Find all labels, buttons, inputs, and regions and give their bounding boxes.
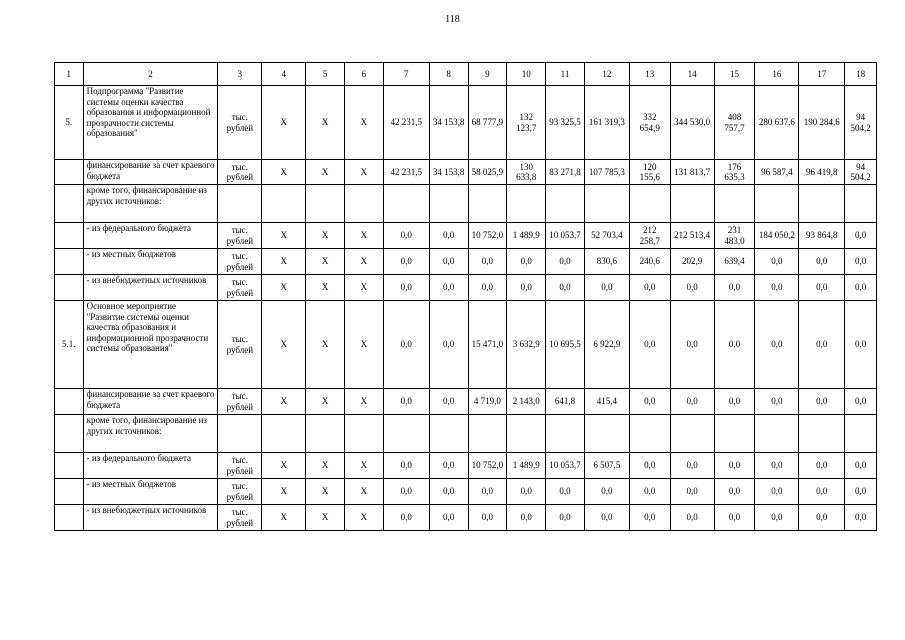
value-cell [306,185,345,223]
value-cell: 0,0 [629,275,670,301]
value-cell: 1 489,9 [507,223,546,249]
row-name-cell: - из местных бюджетов [83,249,218,275]
value-cell: 6 507,5 [584,453,629,479]
value-cell [507,415,546,453]
table-row [55,160,877,185]
row-number-cell [55,453,84,479]
value-cell [629,185,670,223]
row-number-cell: 5. [55,86,84,160]
table-row [55,301,877,389]
value-cell [344,185,383,223]
value-cell [429,415,468,453]
value-cell: 0,0 [755,479,799,505]
value-cell: 639,4 [714,249,755,275]
value-cell [584,185,629,223]
header-cell: 7 [383,63,429,86]
value-cell: 0,0 [429,301,468,389]
value-cell: X [262,301,306,389]
header-cell: 11 [546,63,585,86]
value-cell: 332 654,9 [629,86,670,160]
value-cell: 0,0 [845,505,877,531]
value-cell: 0,0 [845,275,877,301]
header-cell: 14 [670,63,714,86]
value-cell: 34 153,8 [429,86,468,160]
value-cell: 0,0 [755,453,799,479]
row-number-cell [55,249,84,275]
value-cell: 0,0 [546,479,585,505]
value-cell [714,185,755,223]
value-cell: 0,0 [714,275,755,301]
value-cell: X [262,389,306,415]
header-cell: 5 [306,63,345,86]
value-cell: 0,0 [845,249,877,275]
row-name-cell: - из внебюджетных источников [83,505,218,531]
value-cell [584,415,629,453]
value-cell [755,415,799,453]
value-cell: 0,0 [799,505,845,531]
row-unit-cell: тыс. рублей [218,249,262,275]
value-cell: 0,0 [670,505,714,531]
row-name-cell: финансирование за счет краевого бюджета [83,389,218,415]
value-cell: 0,0 [845,223,877,249]
value-cell: 0,0 [383,389,429,415]
value-cell: X [306,86,345,160]
budget-table [54,62,877,531]
value-cell: 0,0 [629,389,670,415]
table-row [55,249,877,275]
value-cell: 0,0 [468,275,507,301]
table-row [55,505,877,531]
value-cell: 0,0 [755,275,799,301]
value-cell: 0,0 [383,453,429,479]
value-cell: 0,0 [429,505,468,531]
value-cell: 0,0 [845,479,877,505]
value-cell: X [306,301,345,389]
value-cell: 0,0 [799,453,845,479]
page-number: 118 [445,14,460,25]
value-cell: 176 635,3 [714,160,755,185]
value-cell: 58 025,9 [468,160,507,185]
value-cell: X [344,249,383,275]
value-cell: 96 587,4 [755,160,799,185]
value-cell: 0,0 [799,389,845,415]
value-cell: 0,0 [507,249,546,275]
value-cell: 0,0 [755,505,799,531]
value-cell: 10 053,7 [546,223,585,249]
header-row [55,63,877,86]
value-cell: 0,0 [629,479,670,505]
value-cell [670,185,714,223]
row-unit-cell [218,415,262,453]
value-cell: 68 777,9 [468,86,507,160]
value-cell: 93 325,5 [546,86,585,160]
value-cell: X [344,453,383,479]
header-cell: 17 [799,63,845,86]
value-cell [429,185,468,223]
value-cell: 0,0 [383,249,429,275]
value-cell: 0,0 [507,479,546,505]
row-unit-cell: тыс. рублей [218,86,262,160]
value-cell: X [306,160,345,185]
value-cell: 0,0 [755,389,799,415]
value-cell: 161 319,3 [584,86,629,160]
header-cell: 9 [468,63,507,86]
row-number-cell [55,415,84,453]
value-cell: X [262,86,306,160]
row-unit-cell: тыс. рублей [218,389,262,415]
value-cell: X [344,389,383,415]
value-cell: X [306,479,345,505]
value-cell [755,185,799,223]
value-cell: 0,0 [584,479,629,505]
value-cell: 0,0 [845,301,877,389]
value-cell: X [262,505,306,531]
row-number-cell [55,479,84,505]
table-row [55,275,877,301]
value-cell: 0,0 [429,223,468,249]
value-cell [383,415,429,453]
row-name-cell: Подпрограмма "Развитие системы оценки качества образования и информационной прозрачности системы образования" [83,86,218,160]
row-number-cell [55,160,84,185]
value-cell [468,185,507,223]
table-row [55,86,877,160]
row-name-cell: финансирование за счет краевого бюджета [83,160,218,185]
value-cell: 0,0 [799,301,845,389]
value-cell: X [262,453,306,479]
row-unit-cell: тыс. рублей [218,301,262,389]
value-cell: 2 143,0 [507,389,546,415]
header-cell: 15 [714,63,755,86]
value-cell: 0,0 [629,301,670,389]
value-cell: 0,0 [799,249,845,275]
value-cell: 96 419,8 [799,160,845,185]
value-cell: 107 785,3 [584,160,629,185]
value-cell: X [306,249,345,275]
value-cell: X [262,479,306,505]
value-cell: 0,0 [670,275,714,301]
value-cell: 0,0 [670,453,714,479]
row-unit-cell: тыс. рублей [218,505,262,531]
header-cell: 6 [344,63,383,86]
value-cell: 0,0 [546,505,585,531]
value-cell: 0,0 [468,505,507,531]
value-cell: 202,9 [670,249,714,275]
value-cell: X [344,301,383,389]
table-row [55,223,877,249]
value-cell [306,415,345,453]
value-cell: 130 633,8 [507,160,546,185]
value-cell [845,415,877,453]
value-cell: X [344,160,383,185]
row-name-cell: - из местных бюджетов [83,479,218,505]
value-cell: 52 703,4 [584,223,629,249]
row-name-cell: кроме того, финансирование из других источников: [83,185,218,223]
value-cell: X [306,389,345,415]
value-cell: 415,4 [584,389,629,415]
value-cell: 0,0 [546,249,585,275]
value-cell: 408 757,7 [714,86,755,160]
value-cell: X [262,275,306,301]
value-cell: 0,0 [845,389,877,415]
value-cell: 0,0 [507,275,546,301]
header-cell: 12 [584,63,629,86]
value-cell: 1 489,9 [507,453,546,479]
value-cell: 184 050,2 [755,223,799,249]
value-cell: 0,0 [383,505,429,531]
value-cell: 132 123,7 [507,86,546,160]
value-cell: 0,0 [714,301,755,389]
value-cell: X [344,505,383,531]
value-cell: X [306,223,345,249]
value-cell [468,415,507,453]
value-cell: 0,0 [714,505,755,531]
value-cell: X [344,223,383,249]
value-cell: 0,0 [383,223,429,249]
value-cell: 0,0 [799,479,845,505]
value-cell: 0,0 [714,389,755,415]
value-cell: 120 155,6 [629,160,670,185]
row-number-cell [55,223,84,249]
value-cell: 0,0 [429,249,468,275]
value-cell: 0,0 [714,453,755,479]
value-cell: 0,0 [670,479,714,505]
row-name-cell: Основное мероприятие "Развитие системы оценки качества образования и информационной прозрачности системы образования" [83,301,218,389]
value-cell [546,415,585,453]
value-cell: 0,0 [799,275,845,301]
value-cell: 3 632,9 [507,301,546,389]
row-name-cell: - из федерального бюджета [83,453,218,479]
value-cell: 15 471,0 [468,301,507,389]
header-cell: 2 [83,63,218,86]
row-name-cell: кроме того, финансирование из других источников: [83,415,218,453]
value-cell [344,415,383,453]
value-cell: 280 637,6 [755,86,799,160]
value-cell: 212 513,4 [670,223,714,249]
value-cell: 0,0 [629,505,670,531]
value-cell: 0,0 [468,249,507,275]
value-cell: 0,0 [383,479,429,505]
value-cell: X [306,453,345,479]
value-cell [262,185,306,223]
row-number-cell [55,505,84,531]
value-cell: 0,0 [383,301,429,389]
header-cell: 1 [55,63,84,86]
value-cell [799,185,845,223]
value-cell [546,185,585,223]
value-cell: 10 695,5 [546,301,585,389]
value-cell: 10 752,0 [468,223,507,249]
header-cell: 18 [845,63,877,86]
row-unit-cell: тыс. рублей [218,223,262,249]
value-cell: X [262,160,306,185]
value-cell: 0,0 [629,453,670,479]
value-cell: 0,0 [429,453,468,479]
value-cell: 6 922,9 [584,301,629,389]
value-cell: X [344,275,383,301]
header-cell: 10 [507,63,546,86]
row-unit-cell [218,185,262,223]
row-unit-cell: тыс. рублей [218,160,262,185]
value-cell: 93 864,8 [799,223,845,249]
value-cell: X [306,505,345,531]
value-cell: 0,0 [383,275,429,301]
table-row [55,185,877,223]
header-cell: 13 [629,63,670,86]
value-cell [799,415,845,453]
value-cell: 0,0 [755,301,799,389]
value-cell: 0,0 [584,275,629,301]
value-cell: 4 719,0 [468,389,507,415]
value-cell: 0,0 [714,479,755,505]
value-cell: 0,0 [429,389,468,415]
value-cell: 231 483,0 [714,223,755,249]
value-cell: 42 231,5 [383,160,429,185]
value-cell [670,415,714,453]
value-cell: 0,0 [670,389,714,415]
value-cell [845,185,877,223]
row-number-cell [55,275,84,301]
value-cell: 344 530,0 [670,86,714,160]
header-cell: 3 [218,63,262,86]
value-cell: X [306,275,345,301]
table-row [55,479,877,505]
row-number-cell [55,185,84,223]
value-cell: 190 284,6 [799,86,845,160]
value-cell: 10 752,0 [468,453,507,479]
value-cell: 0,0 [546,275,585,301]
value-cell: 0,0 [584,505,629,531]
value-cell: 830,6 [584,249,629,275]
value-cell: 83 271,8 [546,160,585,185]
value-cell: 212 258,7 [629,223,670,249]
value-cell: 0,0 [429,275,468,301]
row-number-cell: 5.1. [55,301,84,389]
value-cell: 0,0 [429,479,468,505]
value-cell: 0,0 [845,453,877,479]
row-name-cell: - из внебюджетных источников [83,275,218,301]
value-cell: 0,0 [670,301,714,389]
value-cell [383,185,429,223]
value-cell [714,415,755,453]
row-number-cell [55,389,84,415]
header-cell: 8 [429,63,468,86]
value-cell: 131 813,7 [670,160,714,185]
value-cell: 34 153,8 [429,160,468,185]
value-cell: 94 504,2 [845,160,877,185]
value-cell [262,415,306,453]
value-cell: 240,6 [629,249,670,275]
value-cell: X [262,223,306,249]
header-cell: 4 [262,63,306,86]
table-row [55,453,877,479]
value-cell: 641,8 [546,389,585,415]
value-cell: X [344,86,383,160]
value-cell: 0,0 [507,505,546,531]
table-row [55,389,877,415]
row-unit-cell: тыс. рублей [218,479,262,505]
row-unit-cell: тыс. рублей [218,453,262,479]
header-cell: 16 [755,63,799,86]
value-cell [629,415,670,453]
row-unit-cell: тыс. рублей [218,275,262,301]
value-cell: 94 504,2 [845,86,877,160]
value-cell: 42 231,5 [383,86,429,160]
row-name-cell: - из федерального бюджета [83,223,218,249]
table-row [55,415,877,453]
value-cell [507,185,546,223]
value-cell: 0,0 [755,249,799,275]
value-cell: 0,0 [468,479,507,505]
value-cell: X [262,249,306,275]
value-cell: 10 053,7 [546,453,585,479]
value-cell: X [344,479,383,505]
